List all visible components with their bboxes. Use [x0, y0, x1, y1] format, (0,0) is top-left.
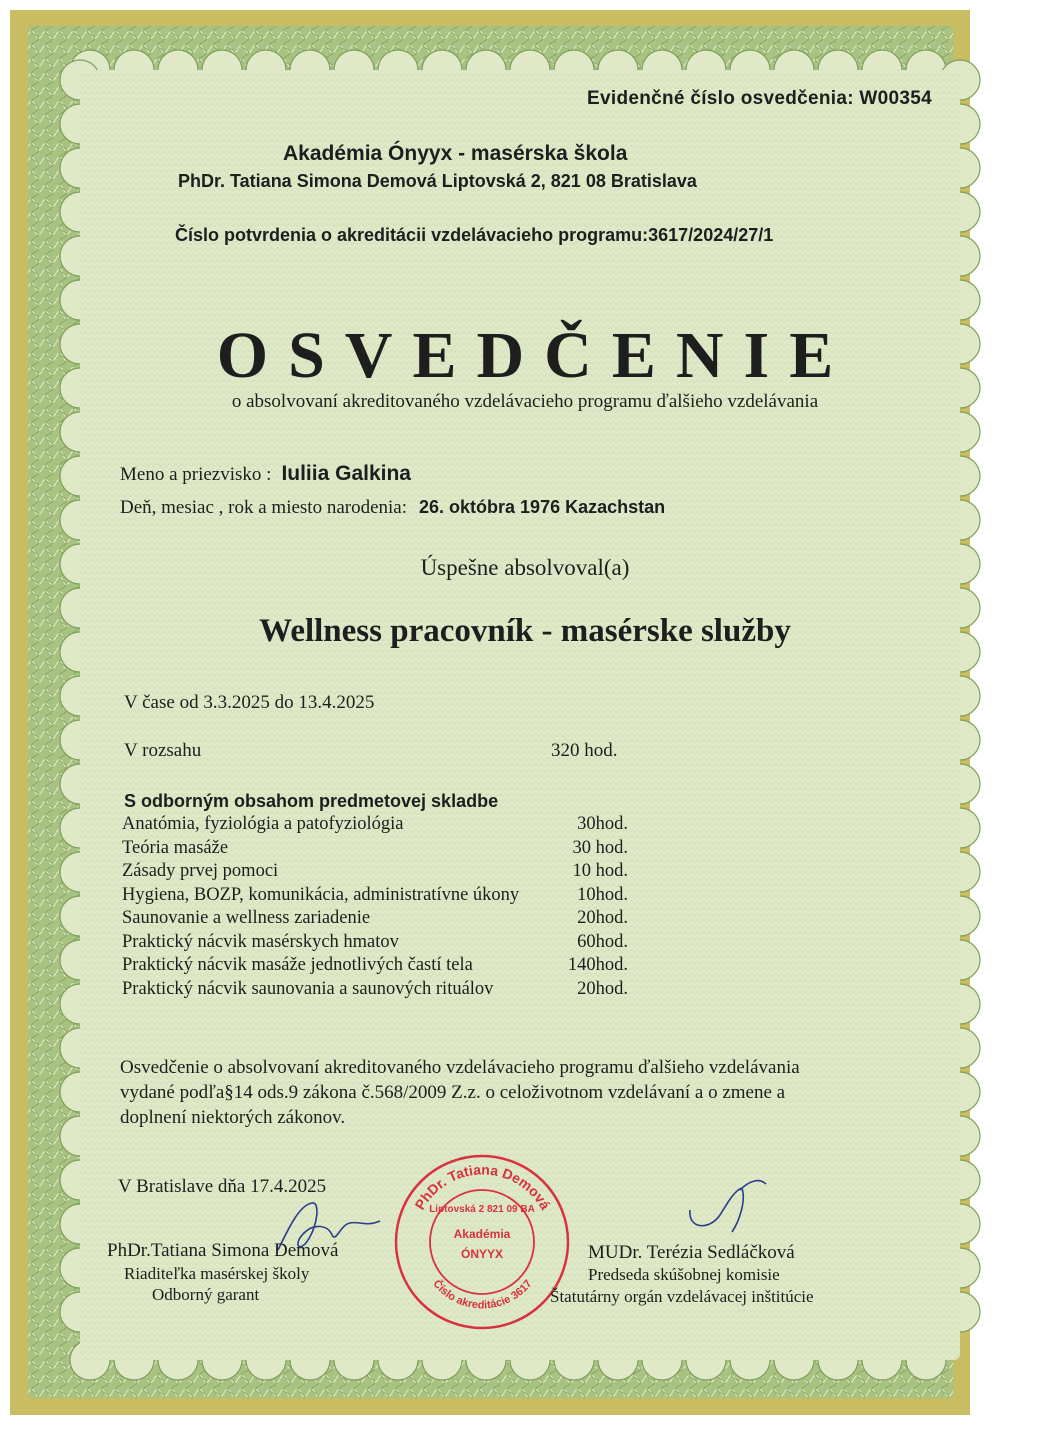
right-signatory-role: Predseda skúšobnej komisie	[588, 1265, 780, 1284]
subject-hours: 30hod.	[577, 814, 628, 834]
subject-name: Zásady prvej pomoci	[122, 861, 279, 881]
completed-text: Úspešne absolvoval(a)	[420, 555, 630, 580]
subject-hours: 20hod.	[577, 978, 628, 999]
subject-row	[122, 979, 642, 1003]
stamp-center-1: Akadémia	[453, 1227, 511, 1241]
subjects-list	[122, 814, 642, 1002]
subject-row	[122, 838, 642, 862]
stamp-outer-top: PhDr. Tatiana Demová	[411, 1161, 554, 1213]
subject-row	[122, 861, 642, 885]
issue-place-date: V Bratislave dňa 17.4.2025	[118, 1176, 327, 1197]
name-row	[120, 462, 411, 486]
program-name: Wellness pracovník - masérske služby	[259, 613, 791, 649]
birth-row	[120, 497, 665, 519]
subject-name: Teória masáže	[122, 837, 229, 858]
left-signatory-role2: Odborný garant	[152, 1285, 260, 1304]
name-value: Iuliia Galkina	[281, 462, 411, 485]
left-signatory-name: PhDr.Tatiana Simona Demová	[107, 1240, 339, 1261]
subject-row	[122, 814, 642, 838]
subject-hours: 10hod.	[577, 884, 628, 905]
right-signatory-role2: Štatutárny orgán vzdelávacej inštitúcie	[550, 1287, 814, 1306]
subject-hours: 60hod.	[577, 931, 628, 952]
legal-text: Osvedčenie o absolvovaní akreditovaného vzdelávacieho programu ďalšieho vzdelávania vydané podľa§14 ods.9 zákona č.568/2009 Z.z. o celoživotnom vzdelávaní a o zmene a doplnení niektorých zákonov.	[120, 1057, 800, 1128]
birth-value: 26. októbra 1976 Kazachstan	[419, 497, 666, 517]
subject-name: Anatómia, fyziológia a patofyziológia	[122, 814, 404, 834]
left-signatory-role: Riaditeľka masérskej školy	[124, 1264, 310, 1283]
period: V čase od 3.3.2025 do 13.4.2025	[124, 692, 375, 713]
document-subtitle: o absolvovaní akreditovaného vzdelávacieho programu ďalšieho vzdelávania	[231, 391, 819, 412]
stamp-address: Liptovská 2 821 09 BA	[429, 1204, 535, 1215]
subject-row	[122, 955, 642, 979]
right-signatory-name: MUDr. Terézia Sedláčková	[588, 1242, 795, 1263]
right-signature	[680, 1170, 790, 1250]
subject-name: Praktický nácvik masáže jednotlivých častí tela	[122, 955, 473, 975]
subject-name: Saunovanie a wellness zariadenie	[122, 908, 371, 928]
stamp-outer-bottom: Číslo akreditácie 3617	[430, 1277, 535, 1312]
subject-row	[122, 908, 642, 932]
stamp-center-2: ÓNYYX	[460, 1247, 504, 1261]
subjects-heading: S odborným obsahom predmetovej skladbe	[124, 791, 499, 811]
subject-hours: 30 hod.	[572, 837, 628, 858]
accreditation-number: Číslo potvrdenia o akreditácii vzdelávacieho programu:3617/2024/27/1	[175, 225, 774, 245]
document-title: OSVEDČENIE	[216, 319, 854, 392]
scope-label: V rozsahu	[124, 740, 202, 761]
school-stamp	[390, 1150, 575, 1335]
school-address: PhDr. Tatiana Simona Demová Liptovská 2, 821 08 Bratislava	[178, 171, 697, 191]
subject-row	[122, 885, 642, 909]
subject-name: Praktický nácvik saunovania a saunových rituálov	[122, 978, 494, 999]
school-name: Akadémia Ónyyx - masérska škola	[283, 142, 628, 165]
registration-number: Evidenčné číslo osvedčenia: W00354	[587, 88, 932, 109]
subject-hours: 140hod.	[567, 955, 628, 975]
subject-row	[122, 932, 642, 956]
name-label: Meno a priezvisko :	[120, 464, 272, 485]
birth-label: Deň, mesiac , rok a miesto narodenia:	[120, 497, 408, 518]
subject-hours: 20hod.	[577, 908, 628, 928]
subject-name: Praktický nácvik masérskych hmatov	[122, 931, 399, 952]
scope-value: 320 hod.	[551, 740, 618, 761]
subject-name: Hygiena, BOZP, komunikácia, administratívne úkony	[122, 884, 520, 905]
subject-hours: 10 hod.	[572, 861, 628, 881]
